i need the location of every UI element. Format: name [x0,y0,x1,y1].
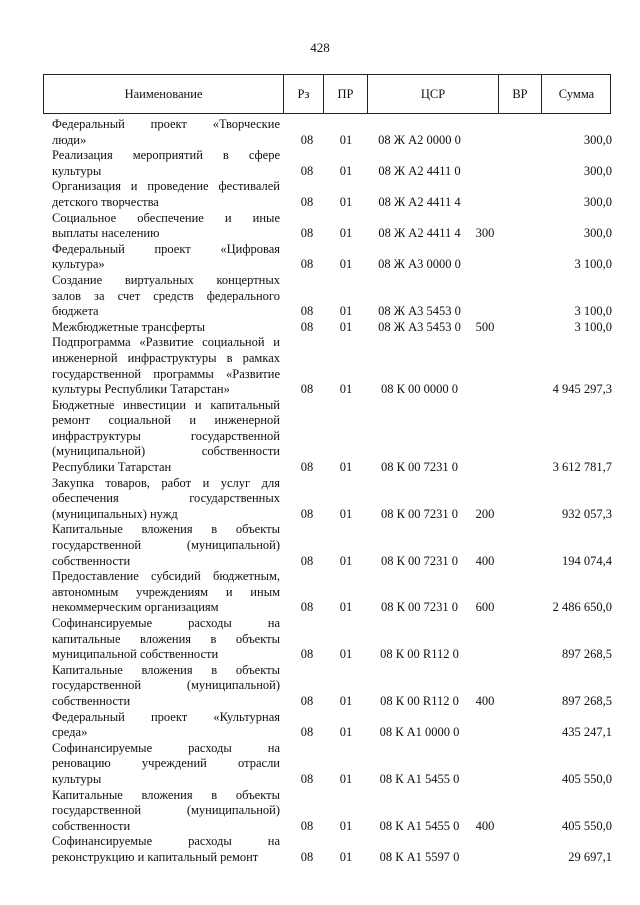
table-row [52,179,612,210]
row-name-line: Реализация мероприятий в сфере [52,148,280,163]
table-row [52,476,612,523]
row-name [52,476,280,523]
row-rz: 08 [300,771,314,786]
row-sum: 3 100,0 [574,319,612,334]
row-name-line: муниципальной собственности [52,647,219,662]
row-sum: 194 074,4 [562,553,612,568]
row-name [52,663,280,710]
row-vr: 600 [475,600,495,615]
row-name-line: Капитальные вложения в объекты [52,522,280,537]
row-pr: 01 [339,194,353,209]
row-sum: 897 268,5 [562,693,612,708]
row-name-line: среда» [52,725,88,740]
table-row [52,211,612,242]
table-row [52,663,612,710]
row-name [52,117,280,148]
table-row [52,273,612,320]
row-rz: 08 [300,163,314,178]
row-name-line: Капитальные вложения в объекты [52,662,280,677]
row-csr: 08 К 00 7231 0 [380,553,459,568]
row-rz: 08 [300,849,314,864]
row-name [52,242,280,273]
table-row [52,242,612,273]
row-name-line: собственности [52,818,131,833]
row-sum: 300,0 [583,194,612,209]
row-name-line: Бюджетные инвестиции и капитальный [52,397,280,412]
row-pr: 01 [339,818,353,833]
row-name-line: собственности [52,693,131,708]
row-sum: 435 247,1 [562,725,612,740]
row-name-line: обеспечения государственных [52,491,280,506]
row-name [52,148,280,179]
row-csr: 08 Ж А2 0000 0 [378,132,461,147]
row-name-line: реконструкцию и капитальный ремонт [52,849,259,864]
row-pr: 01 [339,553,353,568]
row-vr: 300 [475,226,495,241]
row-name-line: собственности [52,553,131,568]
row-csr: 08 К 00 7231 0 [380,506,459,521]
row-csr: 08 Ж А3 5453 0 [378,319,461,334]
row-name-line: Организация и проведение фестивалей [52,179,280,194]
table-row [52,320,612,336]
row-rz: 08 [300,304,314,319]
row-sum: 300,0 [583,163,612,178]
row-rz: 08 [300,647,314,662]
row-name [52,320,280,336]
row-name-line: залов за счет средств федерального [52,288,280,303]
row-csr: 08 К 00 R112 0 [380,693,459,708]
row-csr: 08 К 00 7231 0 [380,460,459,475]
row-rz: 08 [300,818,314,833]
table-row [52,710,612,741]
row-vr: 400 [475,818,495,833]
row-pr: 01 [339,460,353,475]
row-sum: 29 697,1 [568,849,612,864]
row-name-line: капитальные вложения в объекты [52,631,280,646]
row-name [52,211,280,242]
row-name-line: Федеральный проект «Цифровая [52,241,280,256]
row-name-line: инфраструктуры государственной [52,428,280,443]
row-name [52,273,280,320]
row-sum: 4 945 297,3 [552,382,612,397]
row-name-line: ремонт социальной и инженерной [52,413,280,428]
row-sum: 897 268,5 [562,647,612,662]
row-sum: 300,0 [583,226,612,241]
row-rz: 08 [300,600,314,615]
row-name-line: бюджета [52,304,99,319]
row-name-line: некоммерческим организациям [52,600,219,615]
row-sum: 2 486 650,0 [552,600,612,615]
row-name-line: реновацию учреждений отрасли [52,756,280,771]
row-name-line: Межбюджетные трансферты [52,319,206,334]
row-vr: 200 [475,506,495,521]
row-name-line: Федеральный проект «Культурная [52,709,280,724]
row-name-line: Подпрограмма «Развитие социальной и [52,335,280,350]
table-body [52,117,612,866]
header-vr: ВР [499,75,542,113]
row-rz: 08 [300,725,314,740]
row-rz: 08 [300,132,314,147]
row-csr: 08 К 00 R112 0 [380,647,459,662]
row-name-line: Социальное обеспечение и иные [52,210,280,225]
row-pr: 01 [339,647,353,662]
row-name-line: (муниципальной) собственности [52,444,280,459]
row-name [52,710,280,741]
row-pr: 01 [339,226,353,241]
row-csr: 08 Ж А2 4411 0 [378,163,461,178]
row-rz: 08 [300,553,314,568]
page-number: 428 [310,40,330,55]
row-name-line: инженерной инфраструктуры в рамках [52,350,280,365]
row-sum: 405 550,0 [562,771,612,786]
row-rz: 08 [300,506,314,521]
row-name-line: культуры [52,771,102,786]
table-header [43,74,611,114]
row-pr: 01 [339,600,353,615]
row-rz: 08 [300,319,314,334]
row-name [52,522,280,569]
row-name-line: детского творчества [52,194,159,209]
table-row [52,148,612,179]
row-vr: 400 [475,693,495,708]
header-name: Наименование [44,75,284,113]
row-vr: 500 [475,319,495,334]
row-pr: 01 [339,163,353,178]
row-vr: 400 [475,553,495,568]
row-pr: 01 [339,257,353,272]
row-sum: 3 100,0 [574,304,612,319]
row-name [52,834,280,865]
row-csr: 08 К А1 5597 0 [379,849,460,864]
header-csr: ЦСР [368,75,499,113]
table-row [52,569,612,616]
row-csr: 08 К 00 0000 0 [380,382,459,397]
row-name-line: Создание виртуальных концертных [52,272,280,287]
row-name-line: государственной (муниципальной) [52,678,280,693]
header-sum: Сумма [558,87,595,101]
row-pr: 01 [339,725,353,740]
row-name-line: (муниципальных) нужд [52,506,178,521]
row-pr: 01 [339,382,353,397]
row-sum: 3 612 781,7 [552,460,612,475]
row-pr: 01 [339,506,353,521]
row-name-line: государственной программы «Развитие [52,366,280,381]
row-sum: 932 057,3 [562,506,612,521]
row-rz: 08 [300,693,314,708]
row-name [52,569,280,616]
row-name [52,741,280,788]
table-row [52,741,612,788]
row-name-line: Капитальные вложения в объекты [52,787,280,802]
row-pr: 01 [339,132,353,147]
row-name-line: Республики Татарстан [52,460,172,475]
row-name [52,335,280,397]
row-name-line: государственной (муниципальной) [52,538,280,553]
header-pr: ПР [324,75,368,113]
row-sum: 300,0 [583,132,612,147]
row-name-line: Предоставление субсидий бюджетным, [52,569,280,584]
table-row [52,788,612,835]
row-pr: 01 [339,771,353,786]
table-row [52,335,612,397]
header-rz: Рз [284,75,324,113]
table-row [52,616,612,663]
row-rz: 08 [300,226,314,241]
row-name [52,398,280,476]
row-csr: 08 Ж А2 4411 4 [378,194,461,209]
row-csr: 08 К А1 5455 0 [379,771,460,786]
row-csr: 08 К А1 5455 0 [379,818,460,833]
row-rz: 08 [300,382,314,397]
row-csr: 08 К 00 7231 0 [380,600,459,615]
row-csr: 08 К А1 0000 0 [379,725,460,740]
table-row [52,117,612,148]
row-name-line: Закупка товаров, работ и услуг для [52,475,280,490]
row-name-line: автономным учреждениям и иным [52,584,280,599]
row-name-line: культуры Республики Татарстан» [52,382,230,397]
row-name-line: Федеральный проект «Творческие [52,117,280,131]
row-name [52,616,280,663]
table-row [52,834,612,865]
row-name [52,179,280,210]
table-row [52,398,612,476]
row-pr: 01 [339,849,353,864]
row-name-line: Софинансируемые расходы на [52,740,280,755]
row-csr: 08 Ж А3 0000 0 [378,257,461,272]
row-name-line: выплаты населению [52,226,160,241]
row-name-line: культуры [52,163,102,178]
row-name-line: Софинансируемые расходы на [52,616,280,630]
row-name [52,788,280,835]
table-row [52,522,612,569]
row-csr: 08 Ж А3 5453 0 [378,304,461,319]
row-pr: 01 [339,693,353,708]
row-name-line: государственной (муниципальной) [52,803,280,818]
row-rz: 08 [300,257,314,272]
row-name-line: культура» [52,257,105,272]
row-rz: 08 [300,460,314,475]
row-sum: 3 100,0 [574,257,612,272]
row-pr: 01 [339,319,353,334]
row-csr: 08 Ж А2 4411 4 [378,226,461,241]
row-name-line: люди» [52,132,87,147]
row-name-line: Софинансируемые расходы на [52,834,280,849]
row-sum: 405 550,0 [562,818,612,833]
row-pr: 01 [339,304,353,319]
row-rz: 08 [300,194,314,209]
